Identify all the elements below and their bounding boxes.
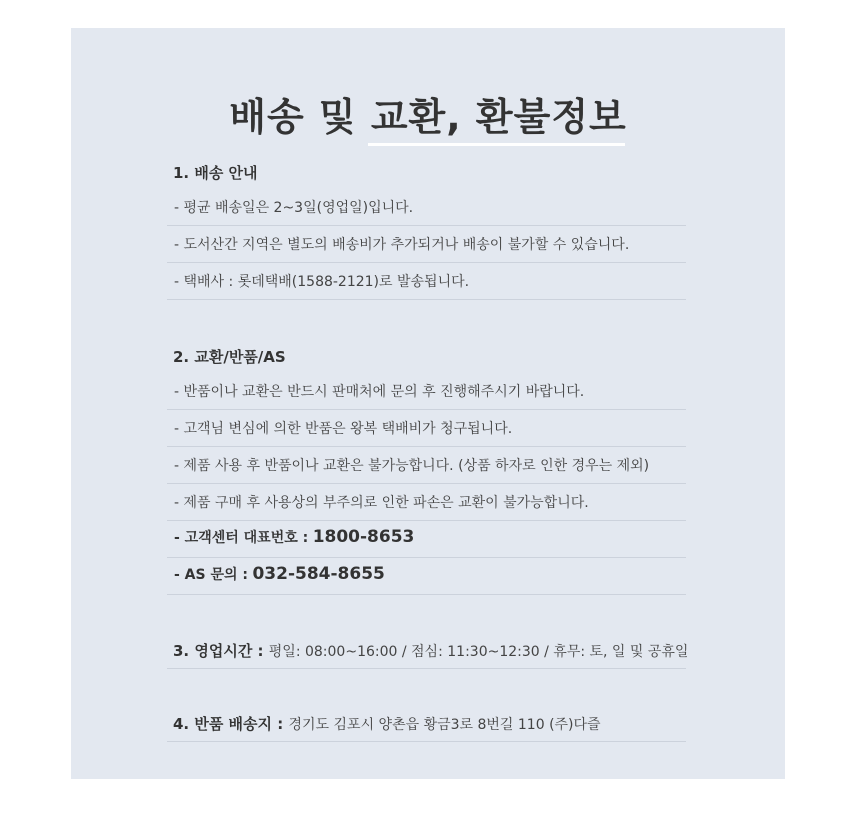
delivery-heading: 1. 배송 안내 — [173, 164, 258, 182]
exchange-heading: 2. 교환/반품/AS — [173, 348, 286, 366]
return-address-row — [167, 704, 686, 742]
as-text: - AS 문의 : 032-584-8655 — [174, 564, 385, 584]
info-panel — [71, 28, 785, 779]
hours-text — [173, 640, 688, 661]
list-item: - 택배사 : 롯데택배(1588-2121)로 발송됩니다. — [167, 262, 686, 300]
contact-row — [167, 520, 686, 558]
list-item: - 반품이나 교환은 반드시 판매처에 문의 후 진행해주시기 바랍니다. — [167, 372, 686, 410]
as-number: 032-584-8655 — [252, 564, 385, 584]
list-item: - 도서산간 지역은 별도의 배송비가 추가되거나 배송이 불가할 수 있습니다. — [167, 225, 686, 263]
contact-text: - 고객센터 대표번호 : 1800-8653 — [174, 527, 415, 547]
contact-number: 1800-8653 — [312, 527, 415, 547]
list-item: - 제품 구매 후 사용상의 부주의로 인한 파손은 교환이 불가능합니다. — [167, 483, 686, 521]
return-address-value: 경기도 김포시 양촌읍 황금3로 8번길 110 (주)다즐 — [288, 717, 601, 733]
hours-label: 3. 영업시간 : — [173, 642, 264, 660]
as-row — [167, 557, 686, 595]
title-underline — [368, 143, 625, 146]
list-item: - 평균 배송일은 2~3일(영업일)입니다. — [167, 188, 686, 226]
list-item: - 제품 사용 후 반품이나 교환은 불가능합니다. (상품 하자로 인한 경우는 제외) — [167, 446, 686, 484]
return-address-label: 4. 반품 배송지 : — [173, 715, 284, 733]
hours-value: 평일: 08:00~16:00 / 점심: 11:30~12:30 / 휴무: 토, 일 및 공휴일 — [268, 644, 689, 660]
list-item: - 고객님 변심에 의한 반품은 왕복 택배비가 청구됩니다. — [167, 409, 686, 447]
hours-row — [167, 631, 689, 669]
page-title: 배송 및 교환, 환불정보 — [229, 95, 627, 139]
return-address-text — [173, 713, 601, 734]
